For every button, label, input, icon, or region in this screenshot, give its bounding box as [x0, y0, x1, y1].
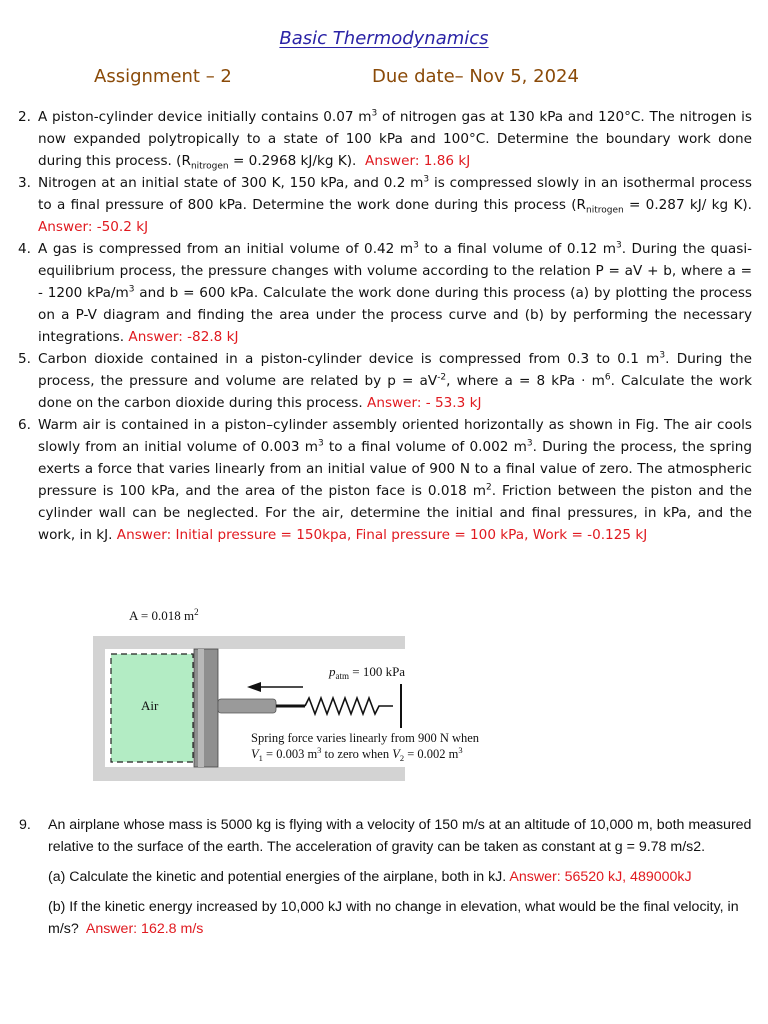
- assignment-label: Assignment – 2: [94, 66, 232, 87]
- problem-9-part-a: (a) Calculate the kinetic and potential energies of the airplane, both in kJ. Answer: 56520 kJ, 489000kJ: [48, 869, 692, 885]
- air-label: Air: [141, 698, 159, 713]
- answer-text: Answer: Initial pressure = 150kpa, Final pressure = 100 kPa, Work = -0.125 kJ: [116, 527, 648, 543]
- piston-highlight: [198, 649, 204, 767]
- problem-9-part-b: (b) If the kinetic energy increased by 10,000 kJ with no change in elevation, what would be the final velocity, in m/s? Answer: 162.8 m/s: [48, 899, 739, 937]
- problem-number: 2.: [18, 109, 31, 125]
- answer-text: Answer: 1.86 kJ: [365, 153, 471, 169]
- patm-label: $p_{atm} = 100$ kPa: [329, 664, 406, 681]
- problem-number: 5.: [18, 351, 31, 367]
- problem-number: 3.: [18, 175, 31, 191]
- answer-text: Answer: -82.8 kJ: [128, 329, 239, 345]
- due-date: Due date– Nov 5, 2024: [372, 66, 579, 87]
- problem-number: 4.: [18, 241, 31, 257]
- problem-6: 6. Warm air is contained in a piston–cylinder assembly oriented horizontally as shown in Fig. The air cools slowly from an initial volume of 0.003 $m^3$ to a final volume of 0.002 $m^3$. During the process, the spring exerts a force that varies linearly from an initial value of 900 N to a final value of zero. The atmospheric pressure is 100 kPa, and the area of the piston face is 0.018 $m^2$. Friction between the piston and the cylinder wall can be neglected. For the air, determine the initial and final pressures, in kPa, and the work, in kJ. Answer: Initial pressure = 150kpa, Final pressure = 100 kPa, Work = -0.125 kJ: [0, 414, 768, 546]
- piston-cylinder-figure: [93, 604, 533, 784]
- piston-rod: [218, 699, 276, 713]
- problem-3: 3. Nitrogen at an initial state of 300 K, 150 kPa, and 0.2 $m^3$ is compressed slowly in an isothermal process to a final pressure of 800 kPa. Determine the work done during this process ($R_{nitrogen} = 0.287$ kJ/ kg K). Answer: -50.2 kJ: [0, 172, 768, 238]
- answer-text: Answer: -50.2 kJ: [38, 219, 149, 235]
- area-label: A = 0.018 $m^2$: [129, 607, 199, 623]
- problem-5: 5. Carbon dioxide contained in a piston-cylinder device is compressed from 0.3 to 0.1 $m^3$. During the process, the pressure and volume are related by $p = aV^{-2}$, where a = 8 kPa · $m^6$. Calculate the work done on the carbon dioxide during this process. Answer: - 53.3 kJ: [0, 348, 768, 414]
- problem-number: 9.: [19, 817, 31, 833]
- problem-9: [0, 814, 768, 940]
- problem-4: 4. A gas is compressed from an initial volume of 0.42 $m^3$ to a final volume of 0.12 $m^3$. During the quasi-equilibrium process, the pressure changes with volume according to the relation P = aV + b, where a = - 1200 kPa/$m^3$ and b = 600 kPa. Calculate the work done during this process (a) by plotting the process on a P-V diagram and finding the area under the process curve and (b) by performing the necessary integrations. Answer: -82.8 kJ: [0, 238, 768, 348]
- answer-text: Answer: 162.8 m/s: [85, 921, 204, 937]
- problem-2: 2. A piston-cylinder device initially contains 0.07 $m^3$ of nitrogen gas at 130 kPa and 120°C. The nitrogen is now expanded polytropically to a state of 100 kPa and 100°C. Determine the boundary work done during this process. ($R_{nitrogen} = 0.2968$ kJ/kg K). Answer: 1.86 kJ: [0, 106, 768, 172]
- spring-caption-line1: Spring force varies linearly from 900 N when: [251, 731, 480, 745]
- spring-caption-line2: $V_1 = 0.003$ $m^3$ to zero when $V_2 = 0.002$ $m^3$: [251, 745, 463, 763]
- problem-number: 6.: [18, 417, 31, 433]
- page-title: Basic Thermodynamics: [279, 28, 489, 49]
- answer-text: Answer: - 53.3 kJ: [367, 395, 482, 411]
- problem-list: [0, 106, 768, 546]
- piston: [194, 649, 218, 767]
- problem-9-statement: 9. An airplane whose mass is 5000 kg is flying with a velocity of 150 m/s at an altitude of 10,000 m, both measured relative to the surface of the earth. The acceleration of gravity can be taken as constant at g = 9.78 m/s2.: [0, 814, 768, 858]
- answer-text: Answer: 56520 kJ, 489000kJ: [509, 869, 692, 885]
